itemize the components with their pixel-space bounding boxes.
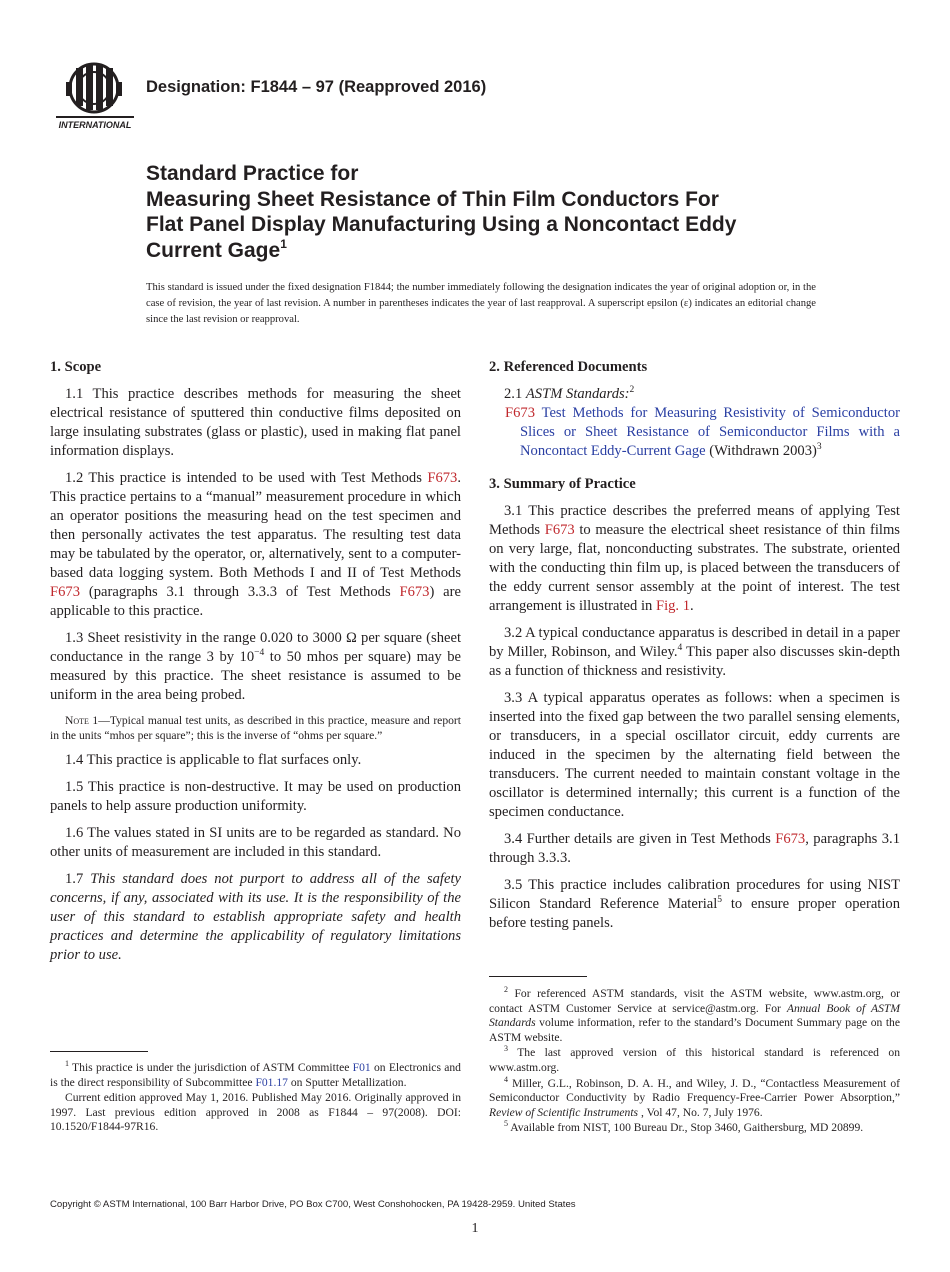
- p1-2-text-c: (paragraphs 3.1 through 3.3.3 of Test Methods: [80, 584, 400, 600]
- fn3-text: The last approved version of this historical standard is referenced on www.astm.org.: [489, 1046, 900, 1074]
- ref-code-link[interactable]: F673: [505, 405, 536, 421]
- astm-standards-label: ASTM Standards:: [525, 386, 630, 402]
- referenced-documents-heading: 2. Referenced Documents: [489, 359, 648, 375]
- footnote-1: [50, 1061, 461, 1090]
- p2-1-number: 2.1: [504, 386, 526, 402]
- fn2-italic: Annual Book of ASTM Standards: [489, 1001, 900, 1030]
- footnote-2: [489, 987, 900, 1045]
- issued-note: This standard is issued under the fixed designation F1844; the number immediately following the designation indicates the year of original adoption or, in the case of revision, the year of last revision. A number in parentheses indicates the year of last reapproval. A superscript epsilon (ε) indicates an editorial change since the last revision or reapproval.: [146, 282, 816, 325]
- left-footnotes: [50, 1061, 461, 1136]
- p3-1-text-b: to measure the electrical sheet resistance of thin films on very large, flat, nonconducting substrates. The substrate, oriented with the conducting thin film up, is placed between the transducers of the eddy current sensor assembly at the point of interest. The test arrangement is illustrated in: [489, 522, 900, 614]
- footnote-2-mark: 2: [504, 985, 508, 994]
- paragraph-1-7: [50, 870, 461, 965]
- f01-17-link[interactable]: F01.17: [255, 1075, 288, 1089]
- p3-4-text-a: 3.4 Further details are given in Test Methods: [504, 831, 776, 847]
- f673-link[interactable]: F673: [399, 584, 430, 600]
- paragraph-3-4: [489, 830, 900, 868]
- astm-logo: [52, 58, 136, 132]
- p3-2-text-a: 3.2 A typical conductance apparatus is described in detail in a paper by Miller, Robinson, and Wiley.: [489, 625, 900, 660]
- footnote-4-mark: 4: [504, 1074, 508, 1084]
- fn1-text-c: on Sputter Metallization.: [287, 1075, 407, 1089]
- f673-link[interactable]: F673: [544, 522, 575, 538]
- title-line-3: Flat Panel Display Manufacturing Using a Noncontact Eddy: [146, 213, 737, 236]
- footnote-5-mark: 5: [504, 1119, 508, 1129]
- title-line-4-text: Current Gage: [146, 238, 281, 262]
- summary-heading: 3. Summary of Practice: [489, 476, 636, 492]
- copyright-notice: Copyright © ASTM International, 100 Barr Harbor Drive, PO Box C700, West Conshohocken, PA 19428-2959. United States: [50, 1199, 576, 1210]
- fn2-text-b: volume information, refer to the standard’s Document Summary page on the ASTM website.: [489, 1016, 900, 1044]
- fn1-text-b: on Electronics and is the direct responsibility of Subcommittee: [50, 1061, 461, 1089]
- title-line-4: [146, 238, 826, 264]
- figure-1-link[interactable]: Fig. 1: [655, 598, 691, 614]
- footnote-ref-3: 3: [816, 442, 822, 452]
- paragraph-3-5: [489, 876, 900, 933]
- footnote-4: [489, 1074, 900, 1121]
- p1-3-text-a: 1.3 Sheet resistivity in the range 0.020 to 3000 Ω per square (sheet conductance in the range 3 by 10: [50, 630, 461, 665]
- p1-2-text-a: 1.2 This practice is intended to be used with Test Methods: [65, 470, 428, 486]
- p3-5-text-a: 3.5 This practice includes calibration procedures for using NIST Silicon Standard Reference Material: [489, 877, 900, 912]
- paragraph-2-1: [489, 385, 900, 404]
- fn4-journal: Review of Scientific Instruments: [489, 1105, 639, 1119]
- fn4-text-b: , Vol 47, No. 7, July 1976.: [638, 1105, 763, 1119]
- p1-7-number: 1.7: [65, 871, 91, 887]
- p1-2-text-b: . This practice pertains to a “manual” measurement procedure in which an operator positions the measuring head on the test specimen and then personally activates the test apparatus. The resulting test data may be tabulated by the operator, or, alternatively, sent to a computer-based data logging system. Both Methods I and II of Test Methods: [50, 470, 461, 581]
- footnote-rule-right: [489, 976, 587, 977]
- page-number: 1: [471, 1221, 479, 1236]
- note-1: [50, 713, 461, 743]
- p3-1-text-c: .: [690, 598, 694, 614]
- paragraph-1-2: [50, 469, 461, 621]
- paragraph-1-5: 1.5 This practice is non-destructive. It may be used on production panels to help assure production uniformity.: [50, 779, 461, 814]
- f673-link[interactable]: F673: [427, 470, 458, 486]
- ref-status: (Withdrawn 2003): [705, 443, 817, 459]
- scope-heading: 1. Scope: [50, 359, 102, 375]
- paragraph-1-1: 1.1 This practice describes methods for measuring the sheet electrical resistance of sputtered thin conductive films deposited on large insulating substrates (glass or plastic), used in making flat panel information displays.: [50, 386, 461, 459]
- fn5-text: Available from NIST, 100 Bureau Dr., Stop 3460, Gaithersburg, MD 20899.: [508, 1121, 864, 1135]
- paragraph-1-3: [50, 629, 461, 705]
- left-column: [50, 358, 461, 973]
- footnote-ref-5: 5: [717, 895, 723, 905]
- safety-caveat: This standard does not purport to address all of the safety concerns, if any, associated with its use. It is the responsibility of the user of this standard to establish appropriate safety and health practices and determine the applicability of regulatory limitations prior to use.: [50, 871, 461, 963]
- title-footnote-mark: 1: [280, 236, 287, 251]
- title-line-2: Measuring Sheet Resistance of Thin Film Conductors For: [146, 187, 719, 211]
- footnote-ref-2: 2: [629, 385, 635, 395]
- document-title: [146, 161, 826, 263]
- logo-text: INTERNATIONAL: [58, 120, 132, 130]
- fn4-text-a: Miller, G.L., Robinson, D. A. H., and Wiley, J. D., “Contactless Measurement of Semiconductor Conductivity by Radio Frequency-Free-Carrier Power Absorption,”: [489, 1076, 900, 1105]
- p1-2-text-d: ) are applicable to this practice.: [50, 584, 461, 619]
- footnote-3-mark: 3: [504, 1044, 508, 1054]
- paragraph-3-2: [489, 624, 900, 681]
- designation: Designation: F1844 – 97 (Reapproved 2016): [146, 78, 487, 96]
- footnote-ref-4: 4: [677, 643, 683, 653]
- p1-3-text-b: to 50 mhos per square) may be measured by this practice. The sheet resistance is assumed to be uniform in the area being probed.: [50, 649, 461, 703]
- p3-5-text-b: to ensure proper operation before testing panels.: [489, 896, 901, 931]
- right-column: [489, 358, 900, 941]
- footnote-1-mark: 1: [65, 1059, 69, 1068]
- title-line-1: Standard Practice for: [146, 162, 359, 185]
- note-label: Note: [65, 714, 89, 727]
- right-footnotes: [489, 987, 900, 1137]
- footnote-rule-left: [50, 1051, 148, 1052]
- p3-2-text-b: This paper also discusses skin-depth as a function of thickness and resistivity.: [489, 644, 900, 679]
- edition-note: Current edition approved May 1, 2016. Published May 2016. Originally approved in 1997. Last previous edition approved in 2008 as F1844 – 97(2008). DOI: 10.1520/F1844-97R16.: [50, 1091, 461, 1134]
- exponent: −4: [254, 648, 265, 658]
- p3-1-text-a: 3.1 This practice describes the preferred means of applying Test Methods: [489, 503, 900, 538]
- footnote-3: [489, 1046, 900, 1075]
- f673-link[interactable]: F673: [775, 831, 806, 847]
- paragraph-3-1: [489, 502, 900, 616]
- reference-f673: [489, 404, 900, 461]
- ref-title-link[interactable]: Test Methods for Measuring Resistivity of Semiconductor Slices or Sheet Resistance of Semiconductor Films with a Noncontact Eddy-Current Gage: [520, 405, 900, 459]
- f673-link[interactable]: F673: [50, 584, 81, 600]
- footnote-5: [489, 1121, 900, 1136]
- astm-logo-mark: [52, 58, 136, 132]
- p3-4-text-b: , paragraphs 3.1 through 3.3.3.: [489, 831, 900, 866]
- f01-link[interactable]: F01: [352, 1061, 371, 1074]
- paragraph-1-6: 1.6 The values stated in SI units are to be regarded as standard. No other units of measurement are included in this standard.: [50, 825, 461, 860]
- fn1-text-a: This practice is under the jurisdiction of ASTM Committee: [69, 1061, 353, 1074]
- paragraph-3-3: 3.3 A typical apparatus operates as follows: when a specimen is inserted into the fixed gap between the two parallel sensing elements, or transducers, in a special oscillator circuit, eddy currents are induced in the specimen by the alternating field between the transducers. The current needed to maintain constant voltage in the oscillator is determined internally; this current is a function of the specimen conductance.: [489, 690, 900, 820]
- fn2-text-a: For referenced ASTM standards, visit the ASTM website, www.astm.org, or contact ASTM Customer Service at service@astm.org. For: [489, 987, 900, 1015]
- paragraph-1-4: 1.4 This practice is applicable to flat surfaces only.: [65, 752, 362, 768]
- note-text: 1—Typical manual test units, as described in this practice, measure and report in the units “mhos per square”; this is the inverse of “ohms per square.”: [50, 714, 461, 742]
